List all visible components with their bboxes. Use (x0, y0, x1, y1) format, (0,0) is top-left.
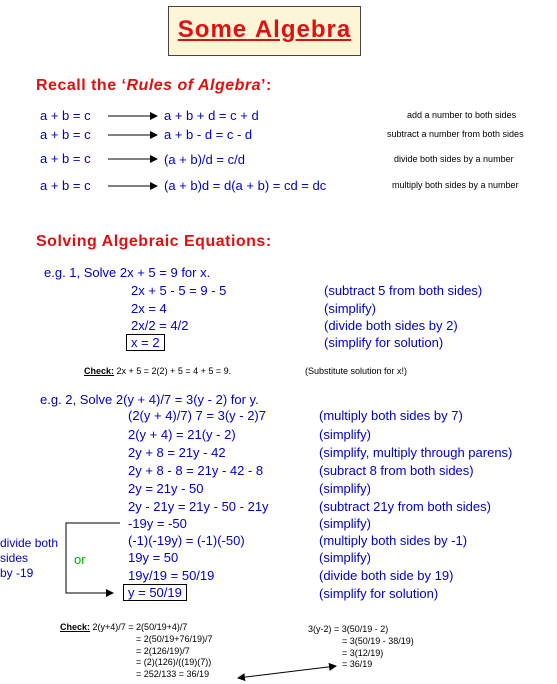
example2-step-6-note: (subtract 21y from both sides) (319, 499, 491, 514)
rule-3-right: (a + b)/d = c/d (164, 152, 245, 167)
example1-step-2: 2x = 4 (131, 301, 167, 316)
check-right-line-2: = 3(50/19 - 38/19) (342, 636, 414, 646)
example2-step-10-note: (divide both side by 19) (319, 568, 454, 583)
example2-step-8-note: (multiply both sides by -1) (319, 533, 468, 548)
example1-check-label: Check: (84, 366, 115, 376)
example2-step-1: (2(y + 4)/7) 7 = 3(y - 2)7 (128, 408, 266, 423)
shortcut-bracket (66, 523, 120, 593)
title-word-some: Some (177, 16, 248, 43)
check-left-line-2: = 2(50/19+76/19)/7 (136, 634, 213, 644)
example2-step-7-note: (simplify) (319, 516, 371, 531)
title-word-algebra: Algebra (254, 16, 352, 43)
example2-step-3: 2y + 8 = 21y - 42 (128, 445, 226, 460)
side-note-line-3: by -19 (0, 566, 34, 580)
rule-4-right: (a + b)d = d(a + b) = cd = dc (164, 178, 327, 193)
check-right-line-4: = 36/19 (342, 659, 373, 669)
rule-3-note: divide both sides by a number (394, 154, 514, 164)
side-note-line-2: sides (0, 551, 29, 565)
example1-solution: x = 2 (126, 334, 165, 351)
example2-step-1-note: (multiply both sides by 7) (319, 408, 463, 423)
rule-2-note: subtract a number from both sides (387, 129, 524, 139)
rules-heading-post: ’: (261, 77, 272, 94)
example2-step-2-note: (simplify) (319, 427, 371, 442)
example1-step-4-note: (simplify for solution) (324, 335, 444, 350)
example1-step-1-note: (subtract 5 from both sides) (324, 283, 483, 298)
check-left-line-4: = (2)(126)/((19)(7)) (136, 657, 212, 667)
example2-step-5: 2y = 21y - 50 (128, 481, 204, 496)
check-left-line-3: = 2(126/19)/7 (136, 645, 190, 656)
rule-1-left: a + b = c (40, 108, 91, 123)
example2-step-2: 2(y + 4) = 21(y - 2) (128, 427, 236, 442)
rule-arrows (108, 116, 157, 186)
check-left-line-5: = 252/133 = 36/19 (136, 668, 210, 679)
rules-heading-italic: Rules of Algebra (126, 77, 262, 94)
example2-step-11-note: (simplify for solution) (319, 586, 439, 601)
example2-intro: e.g. 2, Solve 2(y + 4)/7 = 3(y - 2) for y. (40, 392, 259, 407)
solving-heading: Solving Algebraic Equations: (36, 233, 272, 250)
example2-step-5-note: (simplify) (319, 481, 371, 496)
check-right-line-1: 3(y-2) = 3(50/19 - 2) (308, 624, 389, 634)
rule-1-note: add a number to both sides (407, 110, 517, 120)
example2-step-9: 19y = 50 (128, 550, 179, 565)
example2-step-4: 2y + 8 - 8 = 21y - 42 - 8 (128, 463, 264, 478)
example1-check-text: 2x + 5 = 2(2) + 5 = 4 + 5 = 9. (116, 366, 232, 376)
example2-step-6: 2y - 21y = 21y - 50 - 21y (128, 499, 269, 514)
example2-step-7: -19y = -50 (128, 516, 187, 531)
example1-step-1: 2x + 5 - 5 = 9 - 5 (131, 283, 227, 298)
rule-4-note: multiply both sides by a number (392, 180, 519, 190)
side-note-line-1: divide both (0, 536, 59, 550)
rule-3-left: a + b = c (40, 151, 91, 166)
example2-step-8: (-1)(-19y) = (-1)(-50) (128, 533, 245, 548)
example1-step-3: 2x/2 = 4/2 (131, 318, 189, 333)
example2-step-9-note: (simplify) (319, 550, 371, 565)
example2-step-3-note: (simplify, multiply through parens) (319, 445, 513, 460)
rule-1-right: a + b + d = c + d (164, 108, 259, 123)
check-left-line-1: 2(y+4)/7 = 2(50/19+4)/7 (92, 622, 188, 632)
example1-step-3-note: (divide both sides by 2) (324, 318, 458, 333)
example2-check-label: Check: (60, 622, 91, 632)
example2-step-10: 19y/19 = 50/19 (128, 568, 215, 583)
example2-solution: y = 50/19 (123, 584, 187, 601)
example1-step-2-note: (simplify) (324, 301, 376, 316)
or-label: or (74, 552, 86, 567)
check-right-line-3: = 3(12/19) (342, 647, 384, 658)
rules-heading-pre: Recall the ‘ (36, 77, 127, 94)
example2-step-4-note: (subract 8 from both sides) (319, 463, 474, 478)
rule-2-left: a + b = c (40, 127, 91, 142)
example1-intro: e.g. 1, Solve 2x + 5 = 9 for x. (44, 265, 211, 280)
check-arrow (238, 666, 336, 678)
rule-4-left: a + b = c (40, 178, 91, 193)
rule-2-right: a + b - d = c - d (164, 127, 253, 142)
example1-check-note: (Substitute solution for x!) (305, 366, 408, 376)
